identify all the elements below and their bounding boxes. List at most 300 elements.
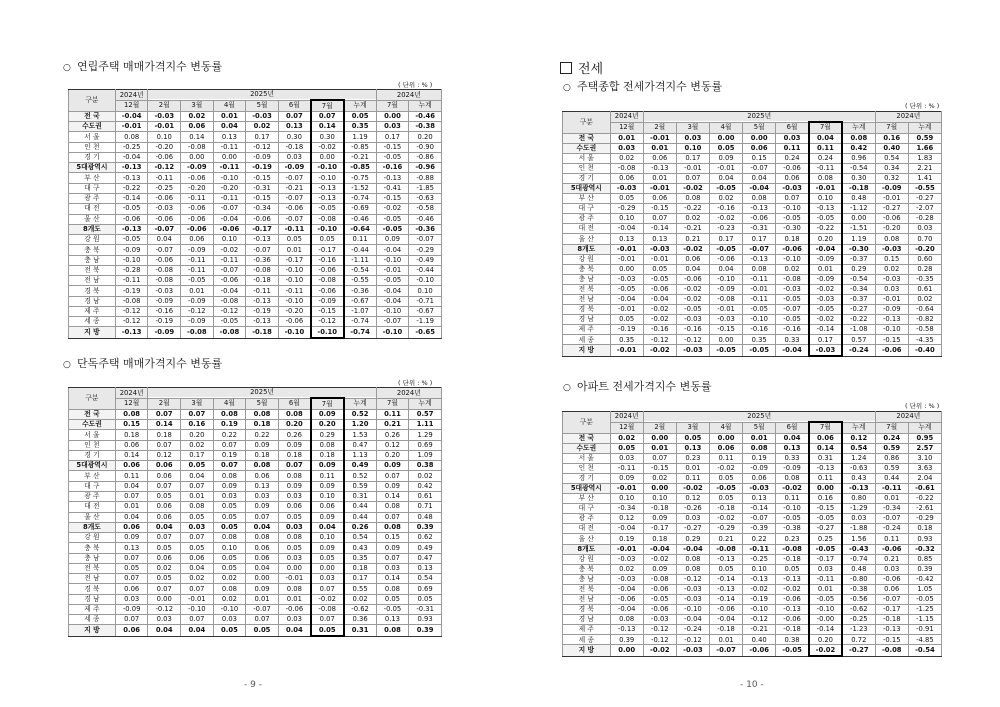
row-label: 전 남 — [69, 574, 116, 584]
table-cell: 0.17 — [809, 335, 842, 345]
table-row — [69, 265, 442, 275]
header-month: 누계 — [842, 122, 875, 133]
row-label: 세 종 — [69, 615, 116, 625]
table-cell: 0.13 — [409, 563, 442, 573]
row-label: 5대광역시 — [563, 183, 611, 193]
table-cell: -0.07 — [278, 193, 311, 203]
table-cell: -0.46 — [409, 214, 442, 224]
table-cell: -0.18 — [710, 625, 743, 635]
row-label: 인 천 — [69, 440, 116, 450]
table-row — [563, 433, 942, 443]
table-cell: 0.05 — [213, 522, 246, 532]
table-cell: -0.09 — [278, 163, 311, 173]
table-cell: 0.09 — [311, 543, 344, 553]
table-cell: -0.01 — [676, 163, 709, 173]
table-cell: -0.08 — [311, 604, 344, 614]
table-cell: -0.07 — [148, 224, 181, 234]
table-cell: 0.17 — [181, 450, 214, 460]
header-year: 2025년 — [643, 112, 875, 123]
table-cell: -0.07 — [278, 173, 311, 183]
table-cell: -0.15 — [246, 173, 279, 183]
table-cell: -0.02 — [676, 295, 709, 305]
table-cell: 0.00 — [710, 133, 743, 143]
table-cell: 0.35 — [344, 122, 377, 132]
table-cell: -0.04 — [610, 584, 643, 594]
table-cell: -0.24 — [875, 524, 908, 534]
table-cell: 0.55 — [344, 584, 377, 594]
table-row — [69, 152, 442, 162]
table-cell: -0.04 — [610, 605, 643, 615]
table-cell: 0.12 — [148, 450, 181, 460]
table-row — [563, 534, 942, 544]
table-cell: 0.01 — [213, 111, 246, 121]
table-cell: 0.13 — [115, 543, 148, 553]
table-cell: 0.04 — [710, 264, 743, 274]
table-cell: -0.24 — [676, 625, 709, 635]
header-month: 6월 — [776, 122, 809, 133]
rowhouse-sale-table — [68, 89, 442, 339]
table-cell: -0.16 — [710, 204, 743, 214]
table-cell: -0.09 — [181, 296, 214, 306]
table-cell: -0.10 — [181, 604, 214, 614]
header-year: 2024년 — [115, 90, 148, 101]
row-label: 대 전 — [69, 204, 116, 214]
header-month: 7월 — [875, 122, 908, 133]
table-cell: 0.20 — [278, 420, 311, 430]
table-cell: 0.04 — [710, 173, 743, 183]
table-cell: -0.08 — [311, 276, 344, 286]
table-row — [69, 327, 442, 338]
table-cell: -0.11 — [181, 193, 214, 203]
table-cell: -0.15 — [643, 463, 676, 473]
table-cell: 0.00 — [278, 563, 311, 573]
table-cell: -0.67 — [344, 296, 377, 306]
table-cell: 0.43 — [842, 473, 875, 483]
table-cell: -0.58 — [409, 204, 442, 214]
table-cell: 0.19 — [743, 453, 776, 463]
header-month: 7월 — [376, 100, 409, 111]
table-cell: -0.25 — [148, 183, 181, 193]
table-cell: 0.11 — [776, 143, 809, 153]
row-label: 5대광역시 — [69, 461, 116, 471]
table-cell: -0.85 — [344, 142, 377, 152]
row-label: 경 북 — [69, 286, 116, 296]
table-row — [69, 584, 442, 594]
table-row — [563, 244, 942, 254]
table-cell: 1.41 — [908, 173, 941, 183]
table-cell: -0.06 — [213, 224, 246, 234]
row-label: 지 방 — [69, 327, 116, 338]
table-cell: -0.10 — [376, 306, 409, 316]
table-cell: 0.26 — [344, 522, 377, 532]
table-cell: 0.03 — [181, 522, 214, 532]
table-cell: -0.05 — [776, 315, 809, 325]
table-row — [69, 255, 442, 265]
table-cell: -0.01 — [610, 305, 643, 315]
table-cell: -0.03 — [148, 111, 181, 121]
table-cell: 0.08 — [376, 625, 409, 636]
table-cell: 0.05 — [213, 502, 246, 512]
table-cell: 0.12 — [842, 433, 875, 443]
table-cell: 0.16 — [875, 133, 908, 143]
table-cell: -0.13 — [809, 463, 842, 473]
table-row — [69, 625, 442, 636]
table-cell: -0.56 — [842, 595, 875, 605]
table-cell: -0.36 — [344, 286, 377, 296]
table-row — [563, 645, 942, 656]
table-cell: -0.09 — [181, 317, 214, 327]
table-cell: 0.18 — [246, 420, 279, 430]
table-cell: -0.44 — [344, 245, 377, 255]
table-row — [563, 295, 942, 305]
circle-bullet-icon: ○ — [563, 383, 571, 393]
table-cell: 0.61 — [908, 284, 941, 294]
table-cell: -0.08 — [776, 544, 809, 554]
table-cell: -0.07 — [409, 235, 442, 245]
table-cell: 1.53 — [344, 430, 377, 440]
table-cell: 0.38 — [776, 635, 809, 645]
table-cell: -0.06 — [311, 265, 344, 275]
table-row — [563, 453, 942, 463]
table-cell: 0.61 — [409, 491, 442, 501]
table-cell: 0.31 — [344, 625, 377, 636]
table-cell: -0.13 — [311, 193, 344, 203]
table-cell: -0.22 — [115, 183, 148, 193]
table-cell: 2.21 — [908, 163, 941, 173]
table-cell: 0.17 — [710, 234, 743, 244]
table-cell: -0.17 — [246, 224, 279, 234]
table-cell: 0.24 — [776, 153, 809, 163]
table-cell: -0.10 — [278, 327, 311, 338]
table-row — [563, 564, 942, 574]
table-cell: -0.58 — [908, 325, 941, 335]
table-cell: -0.12 — [743, 615, 776, 625]
table-cell: -0.04 — [376, 245, 409, 255]
table-cell: 0.04 — [148, 625, 181, 636]
table-cell: 0.06 — [246, 471, 279, 481]
table-cell: 0.10 — [610, 214, 643, 224]
table-cell: 0.05 — [246, 625, 279, 636]
table-cell: 0.06 — [676, 254, 709, 264]
table-cell: -0.06 — [148, 255, 181, 265]
table-cell: -0.19 — [743, 595, 776, 605]
header-month: 2월 — [643, 422, 676, 433]
table-cell: -0.11 — [213, 193, 246, 203]
table-cell: -0.13 — [115, 163, 148, 173]
row-label: 수도권 — [563, 443, 611, 453]
table-cell: -0.14 — [643, 224, 676, 234]
table-cell: -1.85 — [409, 183, 442, 193]
table-cell: 0.60 — [908, 254, 941, 264]
table-cell: 0.08 — [610, 615, 643, 625]
table-cell: 0.04 — [246, 563, 279, 573]
table-row — [69, 522, 442, 532]
table-cell: 0.07 — [643, 214, 676, 224]
table-cell: -0.11 — [278, 286, 311, 296]
table-cell: -0.38 — [842, 584, 875, 594]
table-cell: 0.18 — [115, 430, 148, 440]
table-cell: -0.10 — [376, 255, 409, 265]
table-cell: 0.03 — [148, 615, 181, 625]
table-cell: 0.19 — [213, 420, 246, 430]
table-cell: -0.05 — [743, 345, 776, 356]
table-row — [563, 274, 942, 284]
table-cell: -0.06 — [643, 284, 676, 294]
table-row — [563, 214, 942, 224]
row-label: 전 북 — [69, 563, 116, 573]
table-cell: 0.05 — [710, 143, 743, 153]
table-cell: 0.09 — [311, 461, 344, 471]
table-cell: 0.48 — [409, 512, 442, 522]
table-cell: -0.02 — [311, 142, 344, 152]
table-cell: -0.03 — [676, 645, 709, 656]
table-row — [69, 224, 442, 234]
table-cell: 0.09 — [246, 584, 279, 594]
row-label: 경 남 — [69, 296, 116, 306]
table-row — [69, 306, 442, 316]
table-cell: -0.15 — [710, 325, 743, 335]
table-cell: 0.17 — [676, 153, 709, 163]
table-cell: 0.04 — [246, 522, 279, 532]
table-cell: -1.07 — [344, 306, 377, 316]
table-cell: 1.29 — [409, 430, 442, 440]
table-cell: -0.10 — [776, 254, 809, 264]
table-row — [563, 345, 942, 356]
table-cell: -0.03 — [643, 244, 676, 254]
table-cell: 0.57 — [409, 409, 442, 419]
table-cell: -0.01 — [278, 574, 311, 584]
table-cell: -0.11 — [809, 163, 842, 173]
table-cell: 0.08 — [376, 522, 409, 532]
table-cell: -0.12 — [643, 335, 676, 345]
header-month: 4월 — [213, 100, 246, 111]
row-label: 서 울 — [69, 132, 116, 142]
table-cell: -0.54 — [842, 163, 875, 173]
table-cell: 0.09 — [278, 440, 311, 450]
table-cell: 3.10 — [908, 453, 941, 463]
housing-jeonse-table — [562, 111, 942, 357]
table-cell: 0.14 — [376, 491, 409, 501]
table-cell: -0.02 — [776, 584, 809, 594]
table-cell: 0.16 — [809, 494, 842, 504]
table-cell: -1.29 — [842, 504, 875, 514]
table-row — [563, 635, 942, 645]
table-cell: -0.03 — [809, 345, 842, 356]
table-cell: -0.15 — [376, 193, 409, 203]
table-cell: 0.03 — [842, 514, 875, 524]
table-cell: -0.03 — [809, 295, 842, 305]
table-cell: -0.06 — [875, 544, 908, 554]
table-cell: -0.13 — [743, 204, 776, 214]
table-row — [69, 563, 442, 573]
table-cell: -1.51 — [842, 224, 875, 234]
table-cell: 0.07 — [148, 409, 181, 419]
row-label: 전 북 — [563, 284, 611, 294]
table-cell: -0.88 — [409, 173, 442, 183]
table-cell: -0.09 — [809, 254, 842, 264]
unit-label: ( 단위 : % ) — [905, 102, 940, 110]
table-cell: 0.40 — [875, 143, 908, 153]
table-cell: 0.02 — [875, 264, 908, 274]
table-cell: 0.47 — [409, 553, 442, 563]
table-cell: 0.02 — [213, 574, 246, 584]
table-cell: 0.18 — [148, 430, 181, 440]
table-cell: -0.02 — [743, 584, 776, 594]
table-cell: 0.03 — [908, 224, 941, 234]
table-cell: -0.11 — [875, 483, 908, 493]
table-cell: -0.27 — [676, 524, 709, 534]
table-cell: -0.06 — [213, 276, 246, 286]
table-row — [563, 504, 942, 514]
table-cell: -0.13 — [610, 625, 643, 635]
header-year: 2024년 — [376, 90, 441, 101]
table-cell: -1.19 — [409, 317, 442, 327]
table-row — [563, 163, 942, 173]
table-cell: -0.16 — [376, 163, 409, 173]
table-cell: 0.03 — [676, 133, 709, 143]
table-cell: -0.46 — [344, 214, 377, 224]
table-cell: 0.04 — [115, 512, 148, 522]
table-cell: 0.10 — [676, 143, 709, 153]
table-cell: 0.06 — [115, 522, 148, 532]
table-cell: -0.28 — [908, 214, 941, 224]
table-cell: 0.09 — [115, 533, 148, 543]
table-cell: -0.29 — [409, 245, 442, 255]
table-cell: -0.75 — [344, 173, 377, 183]
row-label: 지 방 — [69, 625, 116, 636]
table-cell: 0.04 — [181, 471, 214, 481]
table-cell: 0.07 — [181, 533, 214, 543]
row-label: 대 구 — [563, 204, 611, 214]
table-row — [69, 142, 442, 152]
row-label: 세 종 — [563, 635, 611, 645]
row-label: 전 북 — [69, 265, 116, 275]
table-cell: -0.07 — [875, 595, 908, 605]
table-cell: 0.18 — [246, 450, 279, 460]
table-cell: -0.02 — [643, 305, 676, 315]
table-cell: 0.11 — [875, 534, 908, 544]
table-cell: -0.29 — [610, 204, 643, 214]
table-cell: 0.39 — [409, 625, 442, 636]
table-cell: -0.08 — [776, 274, 809, 284]
table-cell: 0.04 — [311, 522, 344, 532]
table-cell: -0.04 — [743, 183, 776, 193]
table-cell: -0.18 — [776, 554, 809, 564]
table-cell: -0.10 — [213, 604, 246, 614]
table-cell: 0.13 — [246, 481, 279, 491]
header-month: 6월 — [278, 100, 311, 111]
table-cell: 0.02 — [181, 111, 214, 121]
table-row — [69, 122, 442, 132]
table-cell: -0.13 — [842, 483, 875, 493]
table-cell: 0.05 — [213, 553, 246, 563]
table-cell: -0.10 — [743, 605, 776, 615]
table-cell: 0.16 — [181, 420, 214, 430]
table-cell: 0.39 — [409, 522, 442, 532]
table-cell: 0.07 — [376, 512, 409, 522]
table-cell: -0.14 — [710, 595, 743, 605]
table-cell: -0.02 — [809, 315, 842, 325]
table-cell: -0.09 — [743, 463, 776, 473]
table-cell: -0.15 — [643, 204, 676, 214]
table-cell: -0.07 — [743, 244, 776, 254]
table-cell: 0.10 — [809, 194, 842, 204]
table-cell: 0.11 — [344, 235, 377, 245]
table-cell: 0.08 — [311, 440, 344, 450]
table-cell: -0.30 — [842, 244, 875, 254]
table-cell: -0.07 — [743, 163, 776, 173]
row-label: 서 울 — [69, 430, 116, 440]
table-row — [563, 194, 942, 204]
table-cell: 0.59 — [344, 481, 377, 491]
table-cell: 0.26 — [278, 430, 311, 440]
table-cell: -0.06 — [743, 645, 776, 656]
table-cell: 0.07 — [311, 584, 344, 594]
table-row — [69, 471, 442, 481]
table-cell: -4.35 — [908, 335, 941, 345]
table-cell: -0.04 — [610, 295, 643, 305]
row-label: 광 주 — [69, 491, 116, 501]
table-cell: -0.19 — [610, 325, 643, 335]
table-cell: 0.18 — [908, 524, 941, 534]
table-cell: -0.31 — [246, 183, 279, 193]
table-cell: -0.10 — [115, 255, 148, 265]
table-row — [563, 584, 942, 594]
table-cell: -0.04 — [376, 286, 409, 296]
table-cell: 0.07 — [311, 111, 344, 121]
table-cell: -0.09 — [809, 274, 842, 284]
table-cell: 0.08 — [776, 473, 809, 483]
row-label: 인 천 — [563, 463, 611, 473]
table-cell: 0.18 — [278, 450, 311, 460]
table-cell: -0.01 — [710, 305, 743, 315]
table-row — [563, 483, 942, 493]
table-cell: 0.14 — [311, 122, 344, 132]
table-row — [563, 544, 942, 554]
table-cell: -0.11 — [246, 286, 279, 296]
table-cell: -0.01 — [610, 483, 643, 493]
table-cell: -0.12 — [115, 306, 148, 316]
table-cell: -0.13 — [809, 204, 842, 214]
table-cell: -0.03 — [875, 244, 908, 254]
table-cell: -0.63 — [842, 463, 875, 473]
table-row — [69, 214, 442, 224]
table-cell: 0.44 — [344, 512, 377, 522]
header-month: 2월 — [148, 100, 181, 111]
table-cell: 0.01 — [809, 264, 842, 274]
table-cell: -0.14 — [710, 574, 743, 584]
table-cell: 0.10 — [311, 533, 344, 543]
table-cell: 0.69 — [409, 440, 442, 450]
row-label: 충 남 — [69, 255, 116, 265]
table-row — [69, 132, 442, 142]
table-cell: 0.06 — [181, 553, 214, 563]
header-month: 6월 — [776, 422, 809, 433]
table-row — [69, 502, 442, 512]
header-year: 2024년 — [610, 412, 643, 423]
table-cell: 0.00 — [311, 563, 344, 573]
table-cell: -0.19 — [148, 317, 181, 327]
table-cell: -0.08 — [246, 265, 279, 275]
table-cell: 0.11 — [809, 143, 842, 153]
header-month: 3월 — [676, 122, 709, 133]
table-cell: 0.14 — [181, 132, 214, 142]
table-cell: 0.05 — [610, 443, 643, 453]
header-month: 7월 — [809, 122, 842, 133]
table-row — [563, 183, 942, 193]
table-cell: -0.08 — [710, 544, 743, 554]
table-cell: -0.05 — [710, 483, 743, 493]
